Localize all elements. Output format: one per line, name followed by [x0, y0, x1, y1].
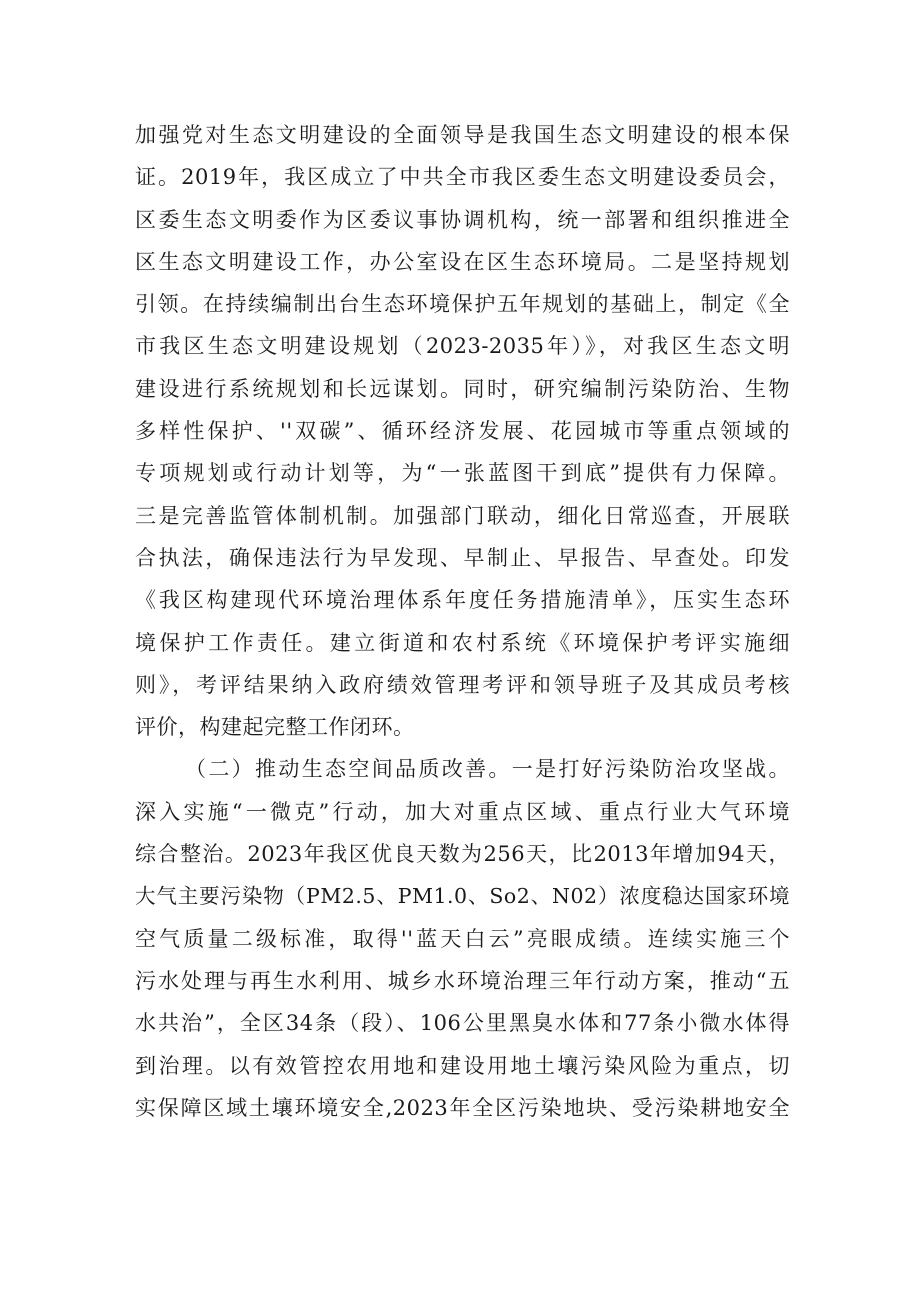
- text-line: 实保障区域土壤环境安全,2023年全区污染地块、受污染耕地安全: [135, 1095, 790, 1120]
- text-line: 加强党对生态文明建设的全面领导是我国生态文明建设的根本保: [135, 123, 790, 147]
- text-line: 境保护工作责任。建立街道和农村系统《环境保护考评实施细: [135, 630, 790, 655]
- text-line: 证。2019年，我区成立了中共全市我区委生态文明建设委员会，: [135, 165, 790, 190]
- text-line: 区生态文明建设工作，办公室设在区生态环境局。二是坚持规划: [135, 249, 790, 274]
- paragraph-end-line: 评价，构建起完整工作闭环。: [135, 715, 415, 740]
- text-line: 专项规划或行动计划等，为“一张蓝图干到底”提供有力保障。: [135, 461, 790, 486]
- section-heading-line: （二）推动生态空间品质改善。一是打好污染防治攻坚战。: [185, 757, 790, 782]
- text-line: 综合整治。2023年我区优良天数为256天，比2013年增加94天，: [135, 842, 790, 867]
- text-line: 区委生态文明委作为区委议事协调机构，统一部署和组织推进全: [135, 207, 790, 232]
- text-line: 大气主要污染物（PM2.5、PM1.0、So2、N02）浓度稳达国家环境: [135, 884, 790, 909]
- text-line: 污水处理与再生水利用、城乡水环境治理三年行动方案，推动“五: [135, 968, 790, 993]
- text-line: 多样性保护、''双碳”、循环经济发展、花园城市等重点领域的: [135, 419, 790, 444]
- text-line: 《我区构建现代环境治理体系年度任务措施清单》，压实生态环: [135, 588, 790, 613]
- text-line: 合执法，确保违法行为早发现、早制止、早报告、早查处。印发: [135, 545, 790, 570]
- text-line: 则》，考评结果纳入政府绩效管理考评和领导班子及其成员考核: [135, 672, 790, 697]
- text-line: 建设进行系统规划和长远谋划。同时，研究编制污染防治、生物: [135, 376, 790, 401]
- text-line: 空气质量二级标准，取得''蓝天白云”亮眼成绩。连续实施三个: [135, 926, 790, 951]
- text-line: 水共治”，全区34条（段）、106公里黑臭水体和77条小微水体得: [135, 1011, 790, 1036]
- text-line: 市我区生态文明建设规划（2023-2035年）》，对我区生态文明: [135, 334, 790, 359]
- body-text: [135, 114, 790, 1129]
- text-line: 深入实施“一微克”行动，加大对重点区域、重点行业大气环境: [135, 799, 790, 824]
- text-line: 到治理。以有效管控农用地和建设用地土壤污染风险为重点，切: [135, 1053, 790, 1078]
- text-line: 引领。在持续编制出台生态环境保护五年规划的基础上，制定《全: [135, 292, 790, 317]
- text-line: 三是完善监管体制机制。加强部门联动，细化日常巡查，开展联: [135, 503, 790, 528]
